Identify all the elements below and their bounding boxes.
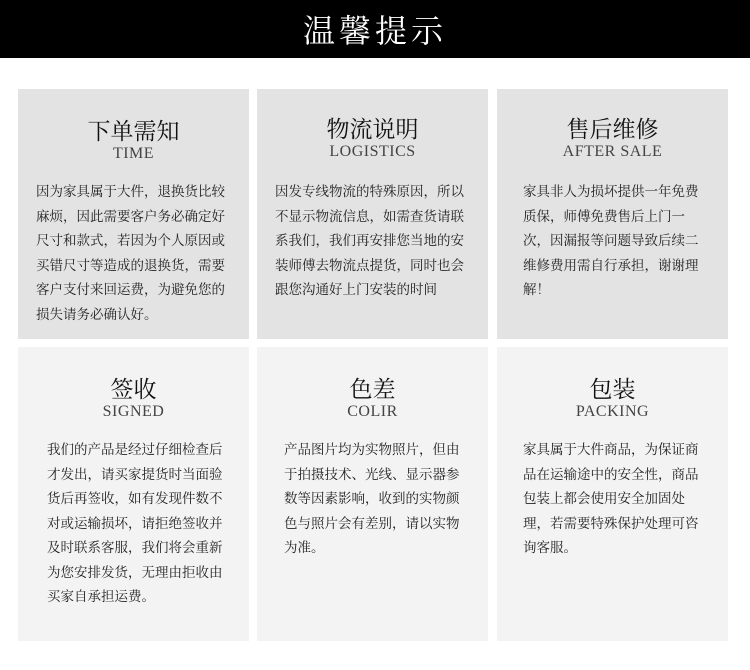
card-subtitle: TIME	[112, 145, 155, 162]
card-title: 签收	[110, 377, 157, 403]
card-after-sale	[497, 89, 728, 339]
card-title: 色差	[349, 377, 396, 403]
card-color-difference	[257, 347, 488, 641]
card-order-notice	[18, 89, 249, 339]
page-title: 温馨提示	[302, 12, 447, 50]
card-body: 我们的产品是经过仔细检查后才发出，请买家提货时当面验货后再签收，如有发现件数不对或运输损坏，请拒绝签收并及时联系客服，我们将会重新为您安排发货，无理由拒收由买家自承担运费。	[47, 442, 223, 605]
card-title: 售后维修	[566, 117, 659, 143]
card-body: 因发专线物流的特殊原因，所以不显示物流信息，如需查货请联系我们，我们再安排您当地的安装师傅去物流点提货，同时也会跟您沟通好上门安装的时间	[275, 184, 464, 298]
card-logistics	[257, 89, 488, 339]
card-subtitle: AFTER SALE	[562, 143, 663, 160]
card-body: 家具属于大件商品，为保证商品在运输途中的安全性，商品包装上都会使用安全加固处理，若需要特殊保护处理可咨询客服。	[523, 442, 699, 556]
card-subtitle: COLIR	[347, 403, 398, 420]
card-body: 家具非人为损坏提供一年免费质保，师傅免费售后上门一次，因漏报等问题导致后续二维修费用需自行承担，谢谢理解！	[523, 184, 699, 298]
card-title: 包装	[589, 377, 636, 403]
card-signed	[18, 347, 249, 641]
card-title: 下单需知	[87, 119, 180, 145]
header-banner	[0, 0, 750, 58]
card-subtitle: LOGISTICS	[329, 143, 416, 160]
card-packing	[497, 347, 728, 641]
card-body: 因为家具属于大件，退换货比较麻烦，因此需要客户务必确定好尺寸和款式，若因为个人原因或买错尺寸等造成的退换货，需要客户支付来回运费，为避免您的损失请务必确认好。	[36, 184, 225, 323]
card-subtitle: SIGNED	[102, 403, 165, 420]
card-body: 产品图片均为实物照片，但由于拍摄技术、光线、显示器参数等因素影响，收到的实物颜色与照片会有差别，请以实物为准。	[284, 442, 460, 556]
card-title: 物流说明	[326, 117, 419, 143]
card-subtitle: PACKING	[575, 403, 650, 420]
